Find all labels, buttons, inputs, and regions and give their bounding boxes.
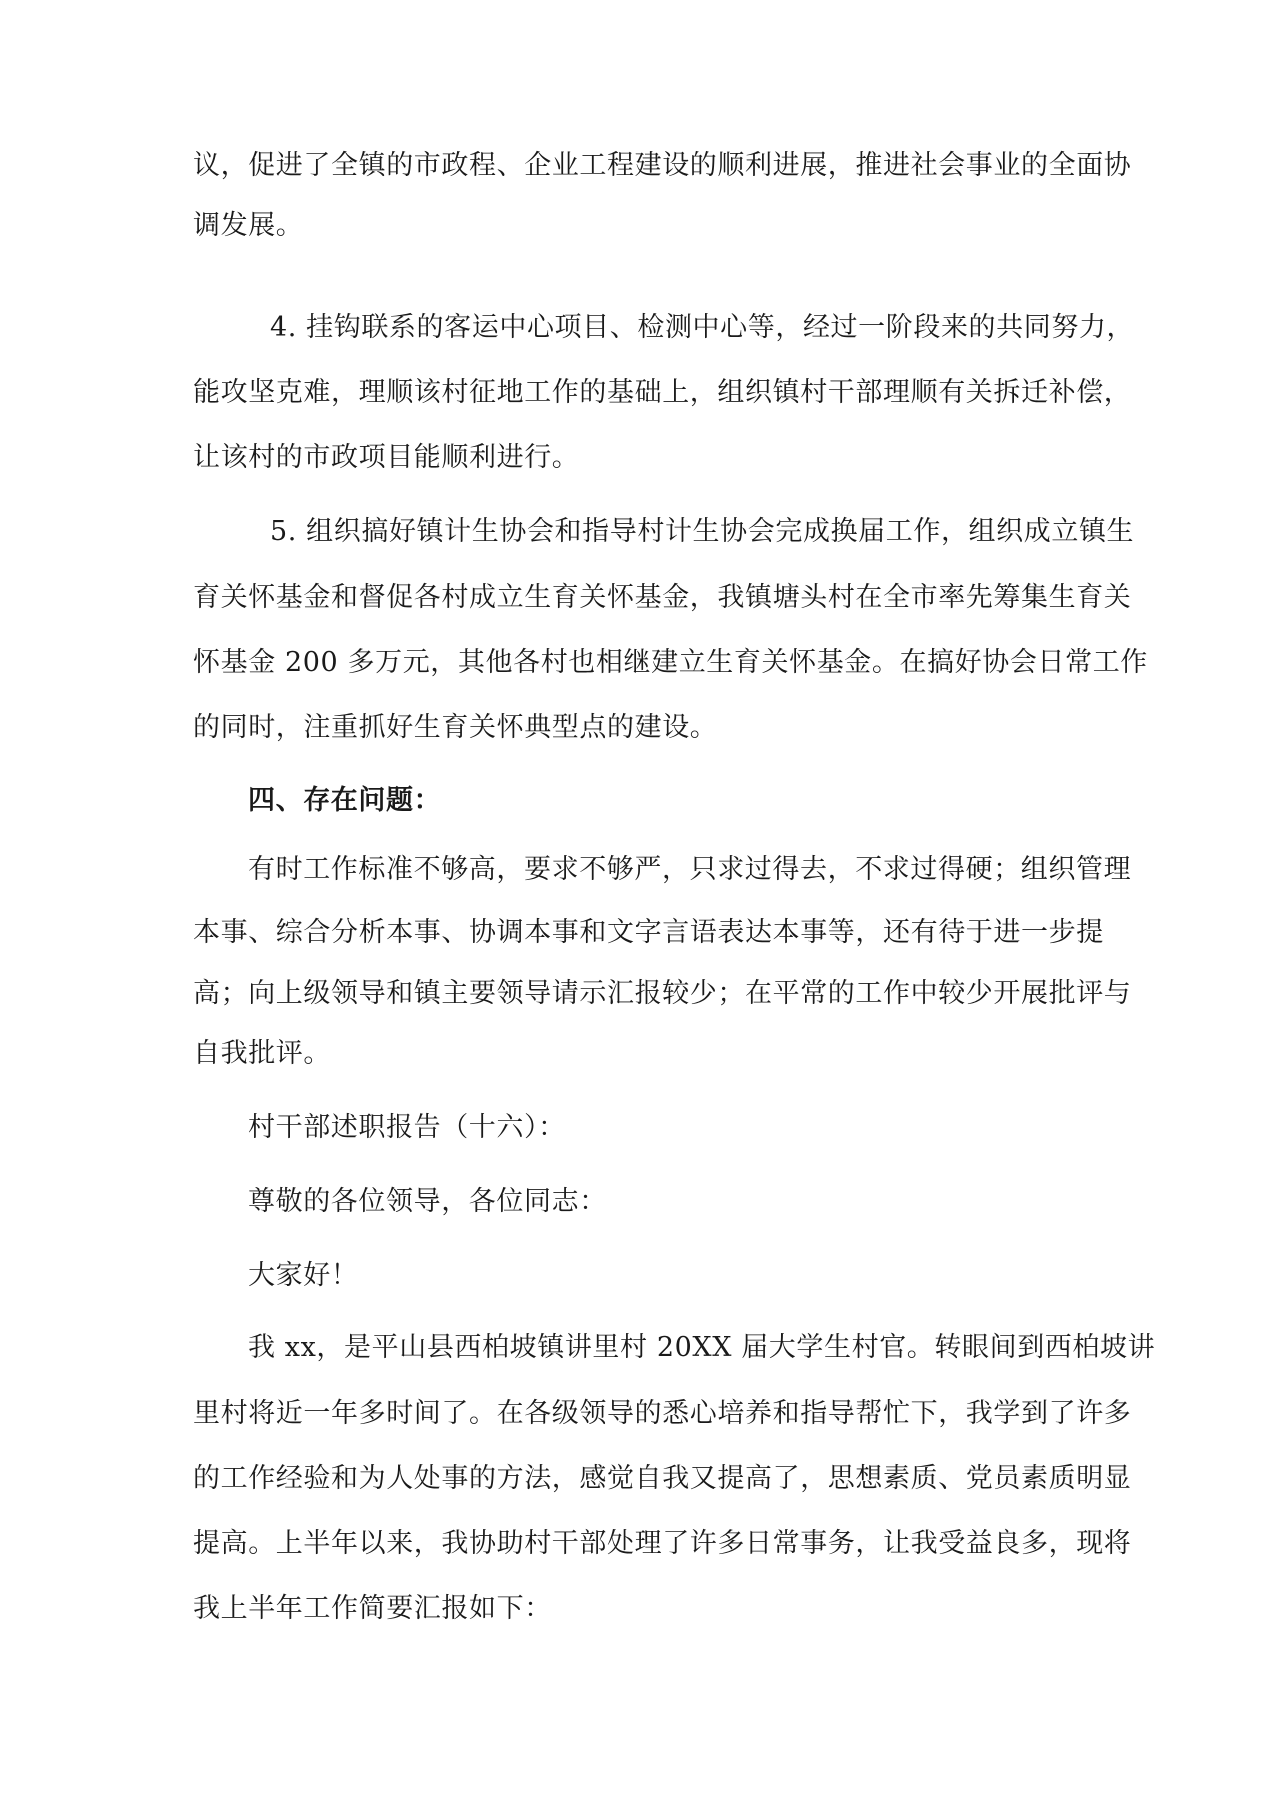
- paragraph-line: 的工作经验和为人处事的方法，感觉自我又提高了，思想素质、党员素质明显: [193, 1463, 1132, 1494]
- list-item-4-line: 4. 挂钩联系的客运中心项目、检测中心等，经过一阶段来的共同努力，: [270, 312, 1135, 343]
- paragraph-line: 里村将近一年多时间了。在各级领导的悉心培养和指导帮忙下，我学到了许多: [193, 1398, 1132, 1429]
- paragraph-line: 有时工作标准不够高，要求不够严，只求过得去，不求过得硬；组织管理: [248, 854, 1132, 885]
- section-heading: 四、存在问题：: [248, 785, 442, 816]
- paragraph-line: 议，促进了全镇的市政程、企业工程建设的顺利进展，推进社会事业的全面协: [193, 150, 1132, 181]
- report-title: 村干部述职报告（十六）：: [248, 1112, 566, 1143]
- paragraph-line: 怀基金 200 多万元，其他各村也相继建立生育关怀基金。在搞好协会日常工作: [193, 647, 1148, 678]
- paragraph-line: 我上半年工作简要汇报如下：: [193, 1593, 552, 1624]
- paragraph-line: 高；向上级领导和镇主要领导请示汇报较少；在平常的工作中较少开展批评与: [193, 978, 1132, 1009]
- paragraph-line: 我 xx，是平山县西柏坡镇讲里村 20XX 届大学生村官。转眼间到西柏坡讲: [248, 1332, 1156, 1363]
- paragraph-line: 调发展。: [193, 210, 304, 241]
- paragraph-line: 自我批评。: [193, 1038, 331, 1069]
- list-item-5-line: 5. 组织搞好镇计生协会和指导村计生协会完成换届工作，组织成立镇生: [270, 516, 1135, 547]
- salutation: 尊敬的各位领导，各位同志：: [248, 1186, 607, 1217]
- paragraph-line: 育关怀基金和督促各村成立生育关怀基金，我镇塘头村在全市率先筹集生育关: [193, 582, 1132, 613]
- paragraph-line: 让该村的市政项目能顺利进行。: [193, 442, 580, 473]
- paragraph-line: 能攻坚克难，理顺该村征地工作的基础上，组织镇村干部理顺有关拆迁补偿，: [193, 377, 1132, 408]
- paragraph-line: 提高。上半年以来，我协助村干部处理了许多日常事务，让我受益良多，现将: [193, 1528, 1132, 1559]
- paragraph-line: 的同时，注重抓好生育关怀典型点的建设。: [193, 712, 718, 743]
- greeting: 大家好！: [248, 1260, 359, 1291]
- paragraph-line: 本事、综合分析本事、协调本事和文字言语表达本事等，还有待于进一步提: [193, 917, 1104, 948]
